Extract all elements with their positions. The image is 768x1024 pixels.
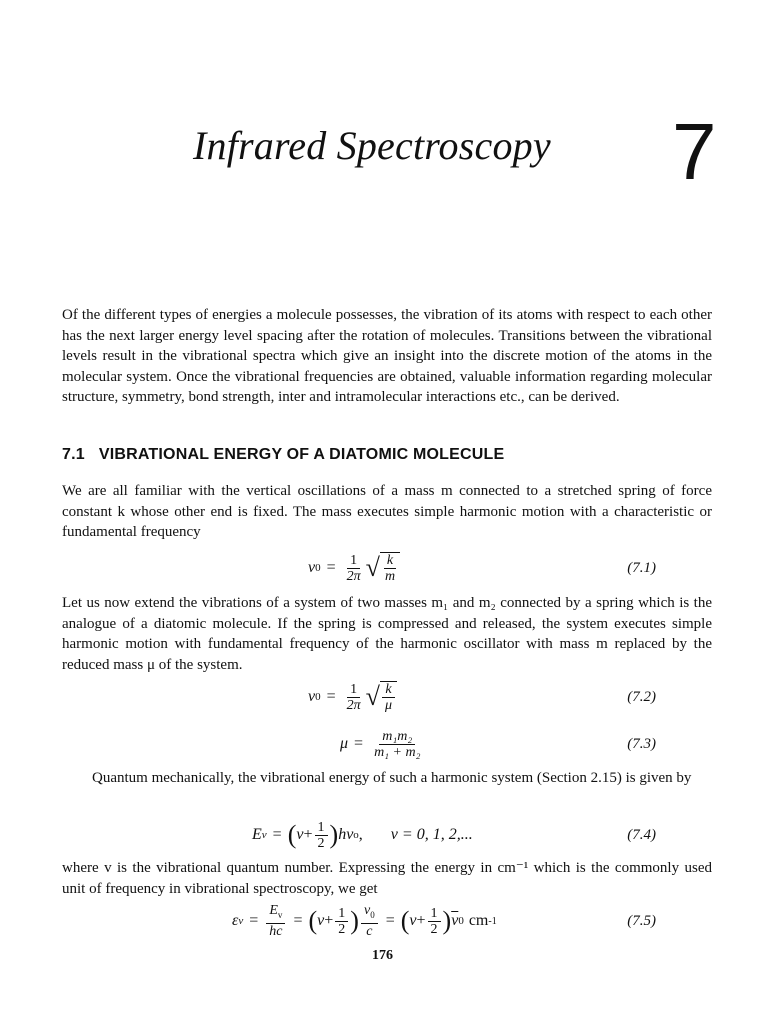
eq3-numerator: m₁m₂ [379, 729, 415, 745]
eq1-denominator: 2π [346, 568, 361, 584]
eq5-unit: cm [468, 912, 489, 929]
eq5-lhs: ε [232, 912, 239, 929]
eq1-rad-num: k [384, 553, 396, 569]
equation-7-5: ε v = $\frac{E_v}{hc}$ = ( v + $\frac{1}{2}$ ) $\frac{\nu_0}{c}$ = ( v + $\frac{1}{2}$ ) $\overline{\nu}$ 0 cm -1 (7.5) [232, 903, 656, 939]
section-number: 7.1 [62, 446, 85, 463]
paragraph-diatomic: Let us now extend the vibrations of a system of two masses m₁ and m₂ connected by a spring which is the analogue of a diatomic molecule. If the spring is compressed and released, the system executes simple harmonic motion with fundamental frequency of the harmonic oscillator with mass m replaced by the reduced mass μ of the system. [62, 595, 712, 673]
eq1-rad-den: m [384, 569, 396, 584]
eq4-condition: v = 0, 1, 2,... [390, 826, 473, 843]
equation-label-7-2: (7.2) [627, 688, 656, 705]
section-title: VIBRATIONAL ENERGY OF A DIATOMIC MOLECULE [98, 446, 505, 463]
section-heading [62, 446, 504, 464]
paragraph-quantum: Quantum mechanically, the vibrational energy of such a harmonic system (Section 2.15) is given by [92, 770, 692, 786]
equation-label-7-5: (7.5) [627, 912, 656, 929]
eq1-lhs: ν [308, 559, 316, 576]
page-number: 176 [372, 948, 393, 963]
paragraph-wavenumber: where v is the vibrational quantum number. Expressing the energy in cm⁻¹ which is the commonly used unit of frequency in vibrational spectroscopy, we get [62, 860, 712, 897]
eq2-numerator: 1 [347, 682, 360, 698]
intro-paragraph: Of the different types of energies a molecule possesses, the vibration of its atoms with respect to each other has the next larger energy level spacing after the rotation of molecules. Transitions between the vibrational levels result in the vibrational spectra which give an insight into the discrete motion of the atoms in the molecular system. Once the vibrational frequencies are obtained, valuable information regarding molecular structure, symmetry, bond strength, inter and intramolecular interactions etc., can be derived. [62, 307, 712, 405]
equation-7-4: E v = ( v + $\frac{1}{2}$ ) hν o , v = 0, 1, 2,... (7.4) [252, 819, 656, 851]
eq4-lhs: E [252, 826, 262, 843]
equation-7-1: ν 0 = $\frac{1}{2\pi}$ √ $\frac{k}{m}$ (7.1) [308, 552, 656, 584]
eq2-rad-den: μ [384, 698, 392, 713]
eq1-numerator: 1 [347, 553, 360, 569]
eq3-denominator: m₁ + m₂ [374, 744, 421, 760]
equation-label-7-4: (7.4) [627, 826, 656, 843]
eq5-unit-exp: -1 [488, 915, 497, 927]
paragraph-spring: We are all familiar with the vertical oscillations of a mass m connected to a stretched spring of force constant k whose other end is fixed. The mass executes simple harmonic motion with a characteristic or fundamental frequency [62, 483, 712, 540]
equation-label-7-3: (7.3) [627, 735, 656, 752]
eq2-lhs: ν [308, 688, 316, 705]
chapter-number: 7 [672, 107, 715, 196]
eq2-rad-num: k [382, 682, 394, 698]
equation-7-2: ν 0 = $\frac{1}{2\pi}$ √ $\frac{k}{\mu}$ (7.2) [308, 681, 656, 713]
eq3-lhs: μ [340, 735, 349, 752]
eq2-denominator: 2π [346, 697, 361, 713]
equation-label-7-1: (7.1) [627, 559, 656, 576]
equation-7-3: μ = $\frac{\text{m₁m₂}}{\text{m₁ + m₂}}$ (7.3) [340, 728, 656, 760]
chapter-title: Infrared Spectroscopy [193, 123, 551, 168]
eq4-hnu: hν [338, 826, 354, 843]
